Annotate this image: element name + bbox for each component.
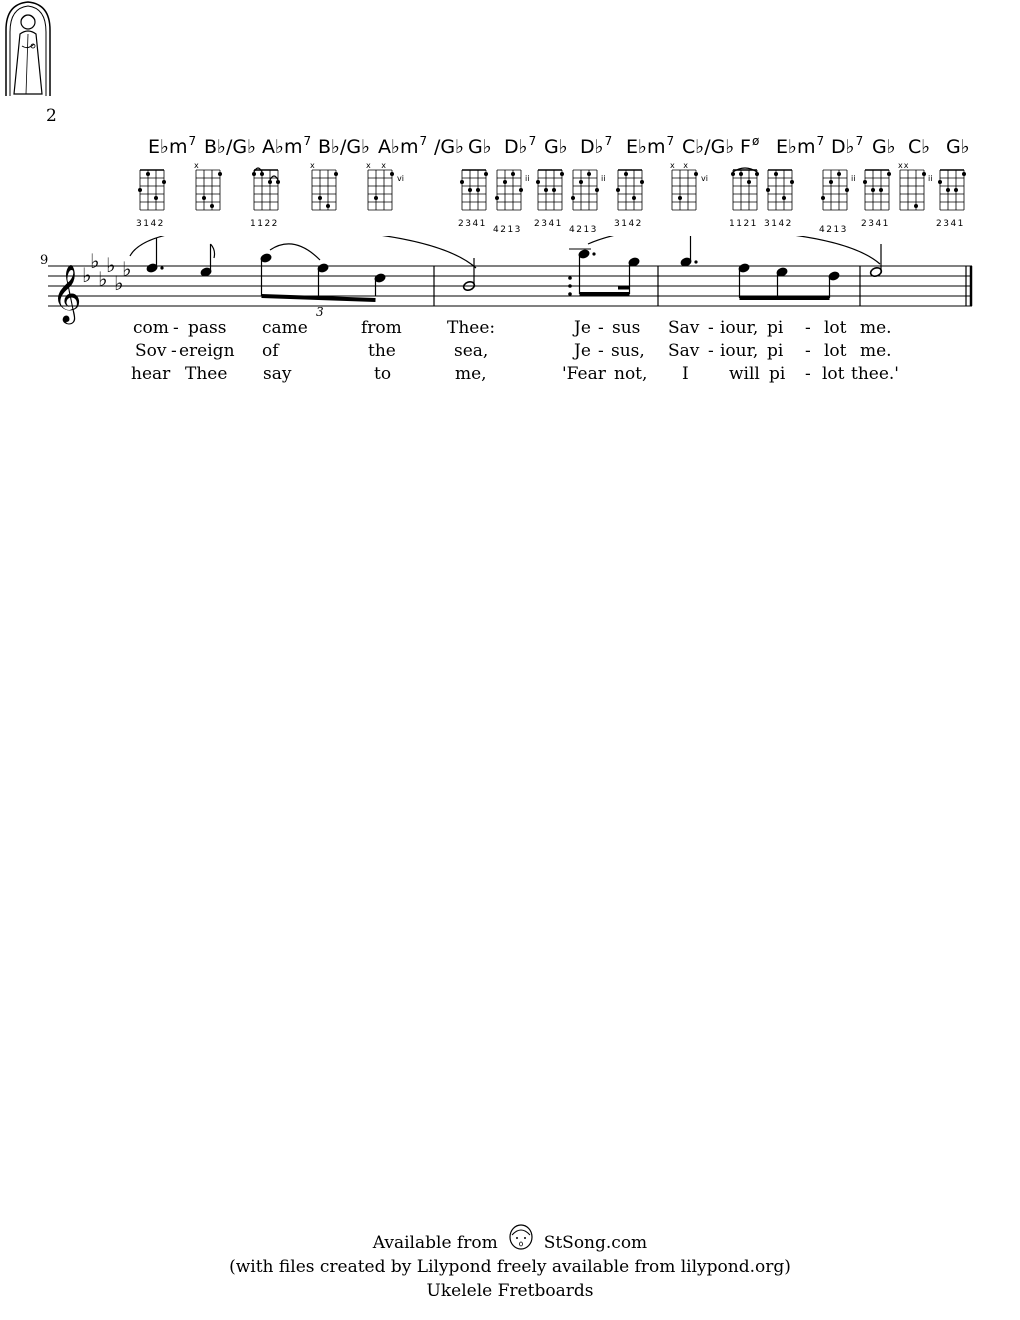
lyric-syllable: pi [769, 364, 786, 384]
lyric-hyphen: - [708, 341, 714, 361]
chord-name: D♭$^7$ [580, 134, 613, 158]
lyric-syllable: iour, [720, 318, 759, 338]
fretboard-diagram [614, 160, 646, 232]
fret-position-label: vi [397, 174, 404, 183]
fretboard-diagram [493, 160, 535, 240]
fretboard-diagram [364, 160, 410, 232]
lyric-syllable: sus, [611, 341, 645, 361]
lyric-hyphen: - [598, 318, 604, 338]
lyric-hyphen: - [173, 318, 179, 338]
lyric-syllable: ereign [179, 341, 235, 361]
lyric-syllable: Sav [668, 341, 700, 361]
lyric-syllable: hear [131, 364, 171, 384]
chord-name: $A♭m^7$ [378, 134, 428, 158]
lyric-syllable: pass [188, 318, 227, 338]
fingering-label: 3142 [764, 219, 793, 229]
svg-text:♭: ♭ [114, 271, 124, 295]
lyric-syllable: of [262, 341, 279, 361]
fretboard-diagram [764, 160, 796, 232]
lyric-syllable: sus [612, 318, 641, 338]
fretboard-diagram [250, 160, 282, 232]
chord-name: G♭ [544, 136, 568, 158]
fret-position-label: ii [601, 174, 606, 183]
chord-name: $F^ø$ [740, 134, 760, 158]
page-number: 2 [46, 106, 57, 126]
svg-text:♭: ♭ [90, 249, 100, 273]
lyric-syllable: com [133, 318, 169, 338]
lyric-hyphen: - [805, 341, 811, 361]
fretboard-diagram [136, 160, 168, 232]
footer-available-text: Available from [372, 1233, 498, 1253]
chord-name: $E♭m^7$ [776, 134, 825, 158]
triplet-label: 3 [316, 305, 324, 319]
footer-site-link[interactable]: StSong.com [543, 1233, 648, 1253]
fingering-label: 4213 [493, 225, 522, 235]
fretboard-diagram [534, 160, 566, 232]
fingering-label: 1122 [250, 219, 279, 229]
fingering-label: 2341 [861, 219, 890, 229]
lyric-syllable: I [682, 364, 689, 384]
lyric-syllable: will [729, 364, 760, 384]
lyric-syllable: from [361, 318, 402, 338]
fingering-label: 1121 [729, 219, 758, 229]
lyric-syllable: thee.' [851, 364, 899, 384]
lyric-syllable: lot [824, 318, 847, 338]
chord-name: G♭ [468, 136, 492, 158]
chord-name: G♭ [946, 136, 970, 158]
lyric-hyphen: - [708, 318, 714, 338]
muted-string-marks: xx [898, 161, 910, 170]
fingering-label: 2341 [534, 219, 563, 229]
fret-position-label: ii [851, 174, 856, 183]
fingering-label: 4213 [569, 225, 598, 235]
chord-name: $E♭m^7$ [148, 134, 197, 158]
lyric-syllable: me, [455, 364, 487, 384]
fretboard-diagram [819, 160, 861, 240]
lyric-syllable: Thee [185, 364, 228, 384]
lyric-syllable: Sav [668, 318, 700, 338]
fret-position-label: ii [928, 174, 933, 183]
chord-name: B♭/G♭ [318, 136, 371, 158]
lyric-hyphen: - [805, 318, 811, 338]
fretboard-diagram [896, 160, 938, 232]
chord-name: C♭ [908, 136, 931, 158]
footer-edition: Ukelele Fretboards [426, 1281, 594, 1301]
fretboard-diagram [458, 160, 490, 232]
lyric-hyphen: - [598, 341, 604, 361]
lyric-syllable: pi [767, 341, 784, 361]
stsong-logo-icon [506, 1223, 536, 1255]
fingering-label: 2341 [936, 219, 965, 229]
fingering-label: 2341 [458, 219, 487, 229]
lyric-syllable: Thee: [447, 318, 496, 338]
fretboard-diagram [569, 160, 611, 240]
key-signature [82, 249, 131, 295]
fretboard-diagram [668, 160, 714, 232]
lyric-syllable: to [374, 364, 392, 384]
fretboard-diagram [936, 160, 968, 232]
fretboard-diagram [308, 160, 340, 232]
lyric-hyphen: - [171, 341, 177, 361]
lyric-hyphen: - [805, 364, 811, 384]
muted-string-marks: x x [670, 161, 692, 170]
lyric-syllable: Sov [135, 341, 167, 361]
lyric-syllable: came [262, 318, 308, 338]
chord-name: $E♭m^7$ [626, 134, 675, 158]
fingering-label: 3142 [614, 219, 643, 229]
measure-number: 9 [40, 253, 49, 268]
lyric-syllable: lot [822, 364, 845, 384]
lyric-syllable: pi [767, 318, 784, 338]
fretboard-diagram [192, 160, 224, 232]
lyric-syllable: Je [574, 318, 591, 338]
svg-text:♭: ♭ [106, 253, 116, 277]
chord-name: G♭ [872, 136, 896, 158]
page-footer [0, 1223, 1020, 1303]
lyric-syllable: me. [860, 318, 892, 338]
chord-name: D♭$^7$ [504, 134, 537, 158]
lyric-syllable: me. [860, 341, 892, 361]
lyric-syllable: the [368, 341, 396, 361]
chord-name: $A♭m^7$ [262, 134, 312, 158]
chord-name: C♭/G♭ [682, 136, 735, 158]
lyric-syllable: not, [614, 364, 648, 384]
fingering-label: 3142 [136, 219, 165, 229]
chord-name: B♭/G♭ [204, 136, 257, 158]
svg-text:♭: ♭ [98, 267, 108, 291]
treble-clef: 𝄞 [52, 264, 82, 322]
lyric-syllable: Je [574, 341, 591, 361]
lyric-syllable: 'Fear [562, 364, 606, 384]
chord-name: /G♭ [434, 136, 465, 158]
fretboard-diagram [861, 160, 893, 232]
lyric-syllable: say [263, 364, 292, 384]
fret-position-label: ii [525, 174, 530, 183]
fretboard-diagram [729, 160, 761, 232]
lyric-syllable: sea, [454, 341, 489, 361]
svg-text:♭: ♭ [122, 257, 132, 281]
footer-lilypond-note: (with files created by Lilypond freely available from lilypond.org) [229, 1257, 791, 1277]
saint-figure-logo [0, 0, 56, 98]
svg-text:♭: ♭ [82, 263, 92, 287]
lyric-syllable: iour, [720, 341, 759, 361]
muted-string-marks: x x [366, 161, 391, 170]
muted-string-marks: x [310, 161, 315, 170]
muted-string-marks: x [194, 161, 199, 170]
chord-name: D♭$^7$ [831, 134, 864, 158]
fret-position-label: vi [701, 174, 708, 183]
fingering-label: 4213 [819, 225, 848, 235]
lyric-syllable: lot [824, 341, 847, 361]
